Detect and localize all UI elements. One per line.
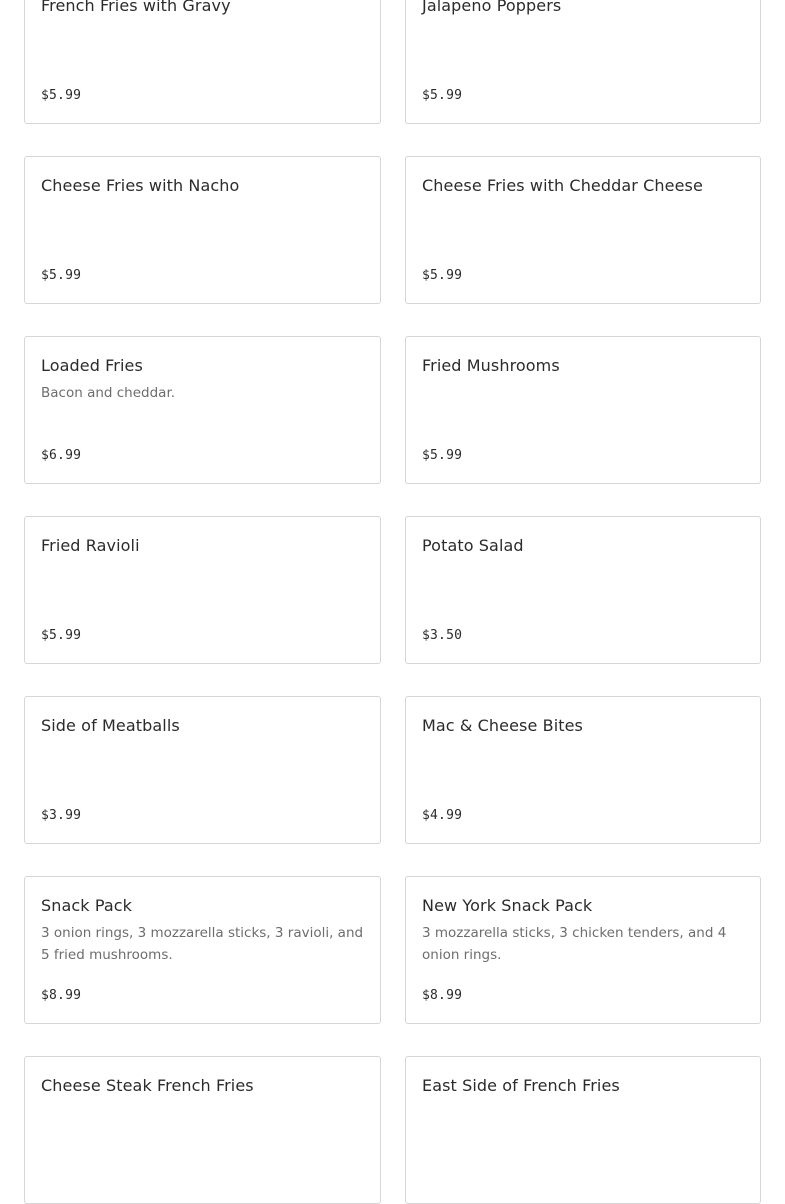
menu-item-name: Cheese Fries with Nacho [41, 176, 240, 195]
menu-item-description: 3 mozzarella sticks, 3 chicken tenders, and 4 onion rings. [422, 925, 727, 963]
menu-item-card[interactable] [405, 336, 761, 484]
menu-item-name: East Side of French Fries [422, 1076, 620, 1095]
menu-item-description: 3 onion rings, 3 mozzarella sticks, 3 ravioli, and 5 fried mushrooms. [41, 925, 364, 963]
menu-item-price: $5.99 [422, 448, 463, 463]
menu-item-name: Jalapeno Poppers [422, 0, 562, 15]
menu-item-name: Fried Mushrooms [422, 356, 560, 375]
menu-item-name: Cheese Fries with Cheddar Cheese [422, 176, 703, 195]
menu-item-price: $6.99 [41, 448, 82, 463]
menu-item-price: $5.99 [422, 88, 463, 103]
menu-item-name: Cheese Steak French Fries [41, 1076, 254, 1095]
menu-item-price: $8.99 [422, 988, 463, 1003]
menu-item-card[interactable] [24, 156, 381, 304]
menu-item-name: Mac & Cheese Bites [422, 716, 583, 735]
menu-item-card[interactable] [24, 1056, 381, 1204]
menu-item-name: Loaded Fries [41, 356, 143, 375]
menu-item-description: Bacon and cheddar. [41, 385, 176, 401]
menu-item-card[interactable] [405, 156, 761, 304]
menu-item-price: $5.99 [41, 268, 82, 283]
menu-item-price: $8.99 [41, 988, 82, 1003]
menu-item-name: French Fries with Gravy [41, 0, 231, 15]
menu-item-name: Snack Pack [41, 896, 133, 915]
menu-item-name: Fried Ravioli [41, 536, 140, 555]
menu-item-card[interactable] [405, 876, 761, 1024]
menu-item-card[interactable] [405, 1056, 761, 1204]
menu-item-price: $5.99 [422, 268, 463, 283]
menu-item-card[interactable] [405, 516, 761, 664]
menu-item-card[interactable] [24, 0, 381, 124]
menu-item-price: $5.99 [41, 88, 82, 103]
menu-item-name: Potato Salad [422, 536, 524, 555]
menu-item-price: $4.99 [422, 808, 463, 823]
menu-item-card[interactable] [24, 336, 381, 484]
menu-item-card[interactable] [405, 696, 761, 844]
menu-item-name: Side of Meatballs [41, 716, 180, 735]
menu-item-name: New York Snack Pack [422, 896, 593, 915]
menu-item-card[interactable] [24, 516, 381, 664]
menu-item-card[interactable] [405, 0, 761, 124]
menu-item-card[interactable] [24, 696, 381, 844]
menu-item-price: $5.99 [41, 628, 82, 643]
menu-item-price: $3.99 [41, 808, 82, 823]
menu-item-card[interactable] [24, 876, 381, 1024]
menu-item-grid [24, 0, 761, 1204]
menu-item-price: $3.50 [422, 628, 463, 643]
